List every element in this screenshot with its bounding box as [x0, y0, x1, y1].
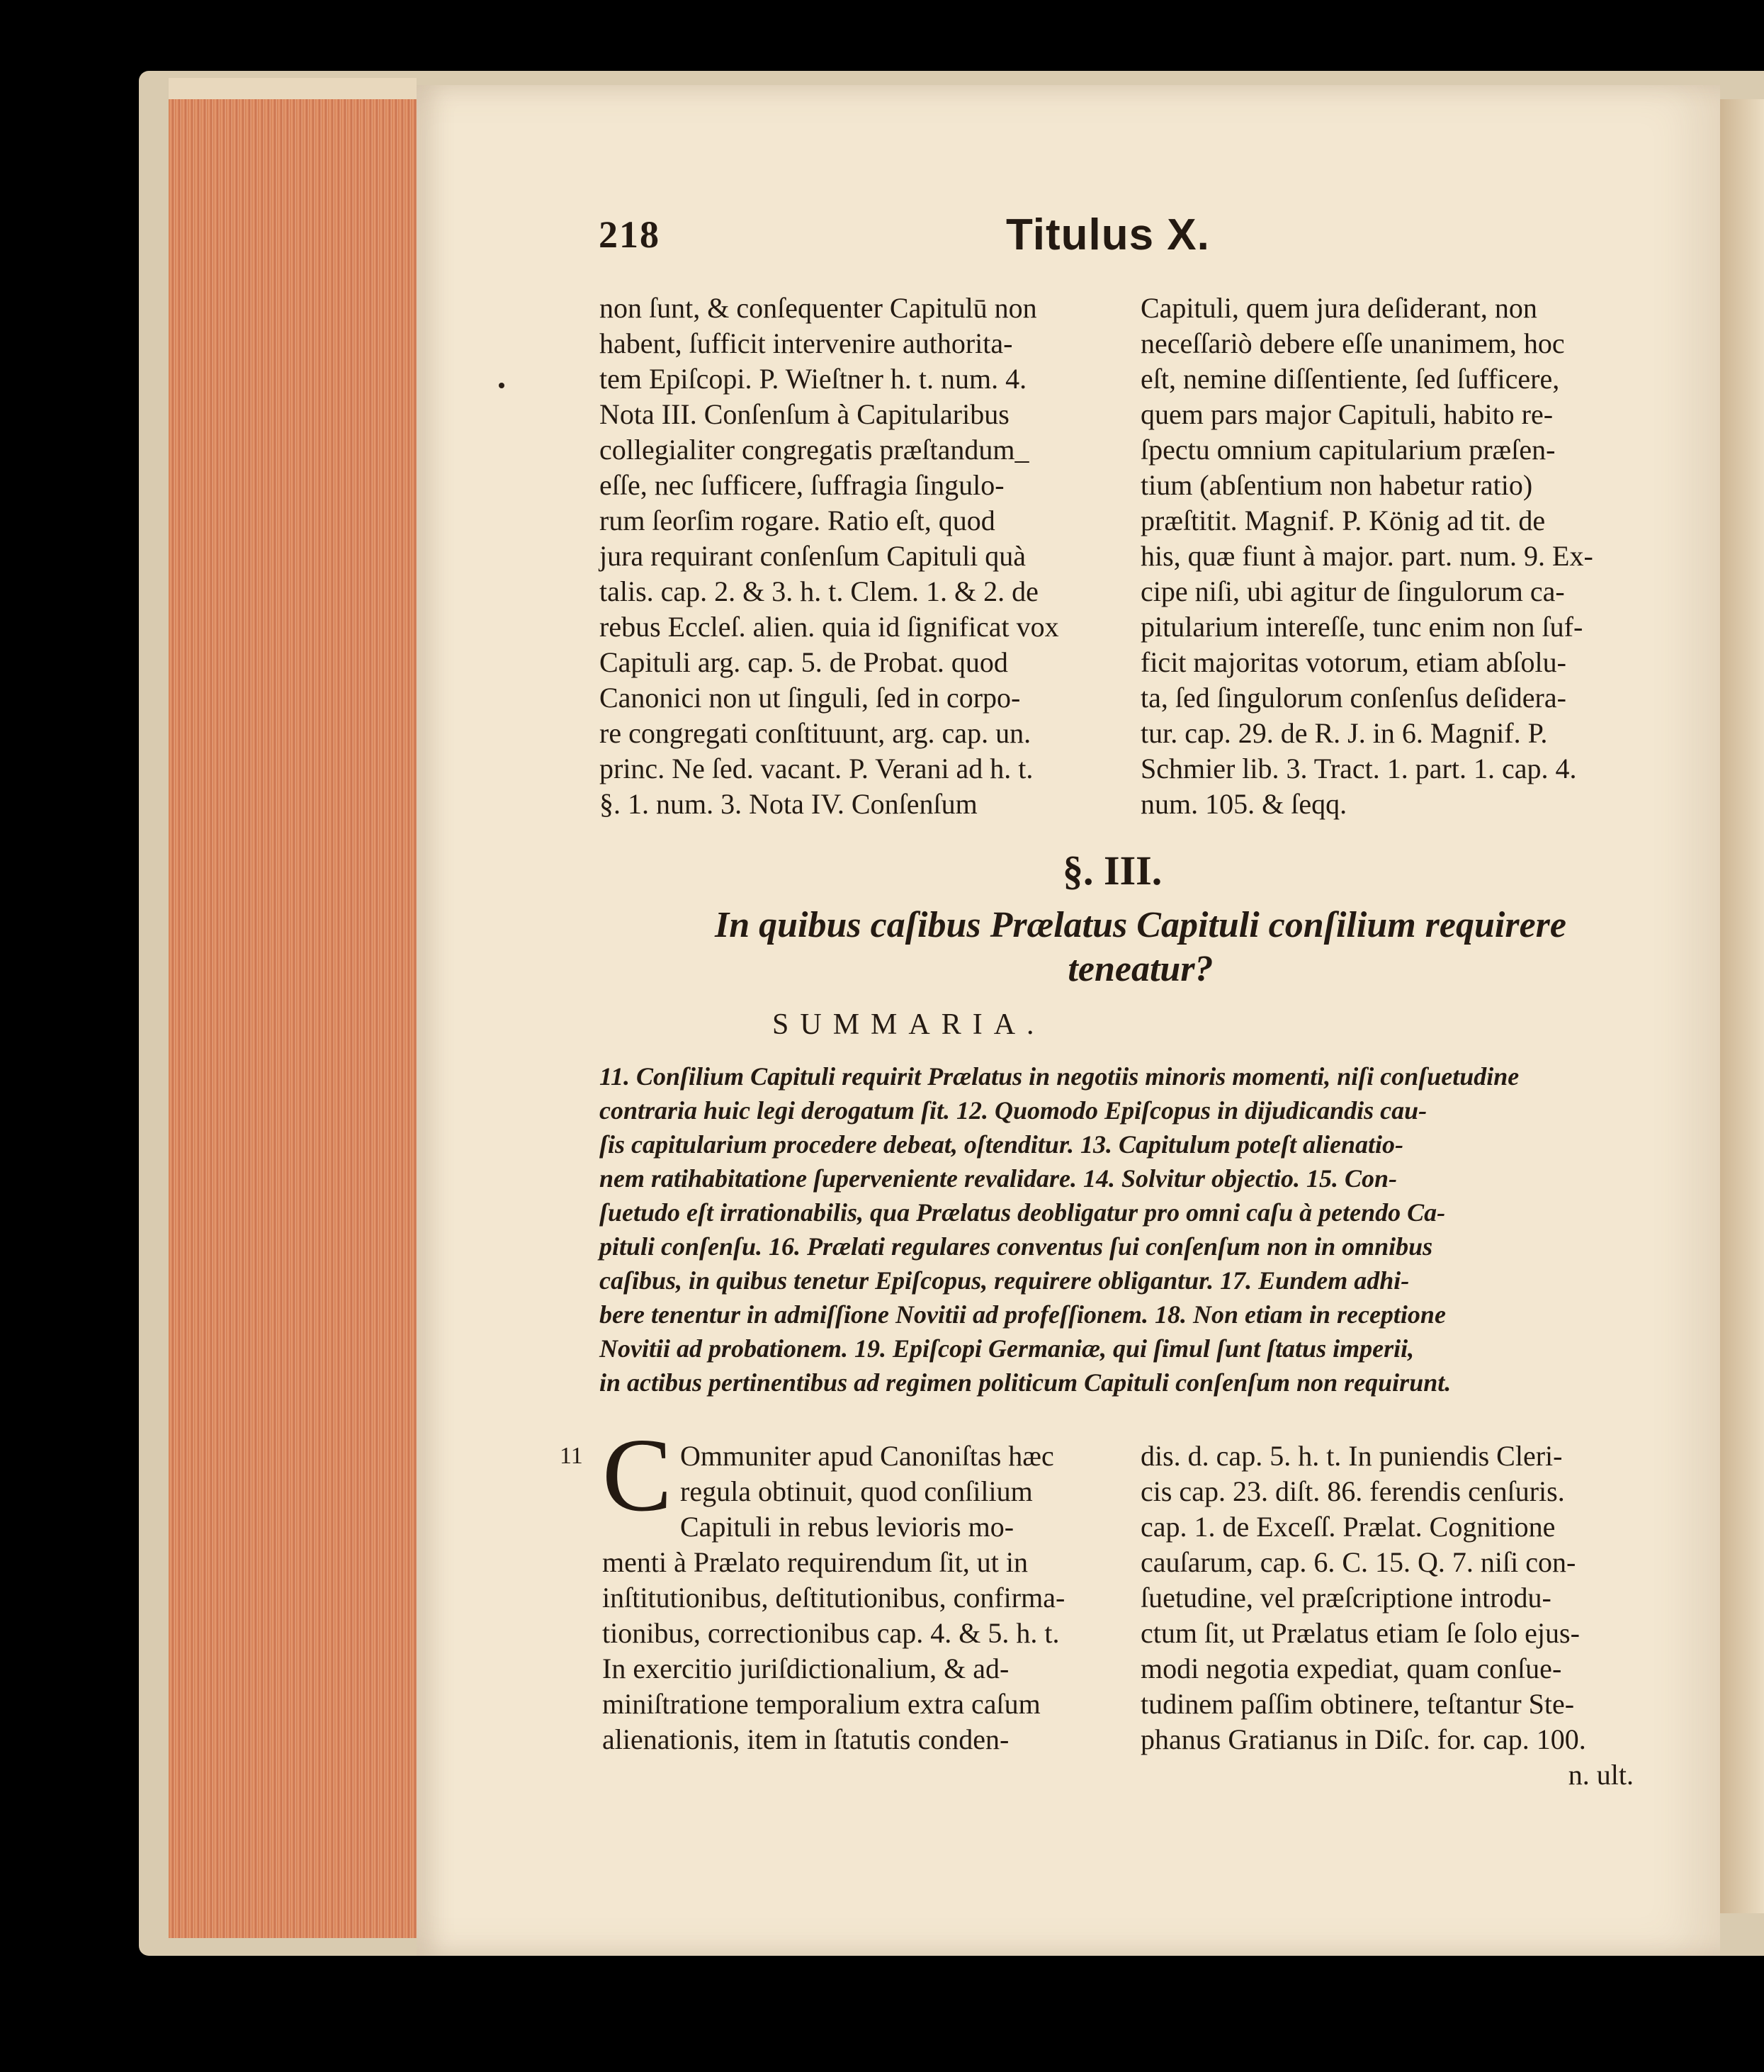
- summary-line: Novitii ad probationem. 19. Epiſcopi Germaniæ, qui ſimul ſunt ſtatus imperii,: [599, 1334, 1415, 1363]
- text-line: tem Epiſcopi. P. Wieſtner h. t. num. 4.: [599, 363, 1027, 395]
- page-number: 218: [599, 213, 660, 256]
- text-line: phanus Gratianus in Diſc. for. cap. 100.: [1141, 1723, 1586, 1755]
- text-line: In exercitio juriſdictionalium, & ad-: [602, 1652, 1010, 1684]
- text-line: jura requirant conſenſum Capituli quà: [599, 540, 1027, 572]
- top-left-column: [599, 291, 1059, 822]
- marginal-number: 11: [560, 1443, 583, 1469]
- ink-mark: [499, 383, 504, 388]
- text-line: re congregati conſtituunt, arg. cap. un.: [599, 717, 1031, 749]
- summary-line: bere tenentur in admiſſione Novitii ad profeſſionem. 18. Non etiam in receptione: [599, 1300, 1446, 1329]
- text-line: regula obtinuit, quod conſilium: [680, 1475, 1033, 1507]
- text-line: collegialiter congregatis præſtandum_: [599, 434, 1029, 466]
- text-line: pitularium intereſſe, tunc enim non ſuf-: [1141, 611, 1583, 643]
- text-line: præſtitit. Magnif. P. König ad tit. de: [1141, 505, 1546, 536]
- text-line: Capituli in rebus levioris mo-: [680, 1511, 1014, 1543]
- body-right-column: [1141, 1438, 1634, 1793]
- text-line: Nota III. Conſenſum à Capitularibus: [599, 398, 1010, 430]
- page-block-edge: [169, 99, 417, 1938]
- text-line: ctum ſit, ut Prælatus etiam ſe ſolo ejus-: [1141, 1617, 1580, 1649]
- text-line: Canonici non ut ſinguli, ſed in corpo-: [599, 682, 1021, 714]
- text-line: eſt, nemine diſſentiente, ſed ſufficere,: [1141, 363, 1560, 395]
- text-line: ficit majoritas votorum, etiam abſolu-: [1141, 646, 1566, 678]
- text-line: ta, ſed ſingulorum conſenſus deſidera-: [1141, 682, 1566, 714]
- summary-line: caſibus, in quibus tenetur Epiſcopus, requirere obligantur. 17. Eundem adhi-: [599, 1266, 1410, 1295]
- text-line: tium (abſentium non habetur ratio): [1141, 469, 1533, 501]
- text-line: eſſe, nec ſufficere, ſuffragia ſingulo-: [599, 469, 1005, 501]
- text-line: alienationis, item in ſtatutis conden-: [602, 1723, 1010, 1755]
- text-line: modi negotia expediat, quam conſue-: [1141, 1652, 1562, 1684]
- text-line: ſpectu omnium capitularium præſen-: [1141, 434, 1556, 466]
- section-question: [652, 903, 1629, 991]
- top-right-column: [1141, 291, 1593, 822]
- summary-line: ſis capitularium procedere debeat, oſtenditur. 13. Capitulum poteſt alienatio-: [599, 1130, 1404, 1159]
- text-line: talis. cap. 2. & 3. h. t. Clem. 1. & 2. de: [599, 575, 1039, 607]
- text-line: tur. cap. 29. de R. J. in 6. Magnif. P.: [1141, 717, 1548, 749]
- drop-cap: C: [602, 1417, 672, 1533]
- text-line: Capituli, quem jura deſiderant, non: [1141, 292, 1537, 324]
- text-line: princ. Ne ſed. vacant. P. Verani ad h. t.: [599, 753, 1034, 784]
- text-line: quem pars major Capituli, habito re-: [1141, 398, 1554, 430]
- facing-page-edge: [1720, 99, 1764, 1913]
- summary-line: in actibus pertinentibus ad regimen politicum Capituli conſenſum non requirunt.: [599, 1368, 1452, 1397]
- text-line: rum ſeorſim rogare. Ratio eſt, quod: [599, 505, 995, 536]
- body-left-column: [602, 1438, 1065, 1757]
- text-line: cis cap. 23. diſt. 86. ferendis cenſuris.: [1141, 1475, 1565, 1507]
- summaria-list: [599, 1059, 1519, 1400]
- text-line: habent, ſufficit intervenire authorita-: [599, 327, 1013, 359]
- text-line: his, quæ fiunt à major. part. num. 9. Ex-: [1141, 540, 1593, 572]
- summaria-heading: SUMMARIA.: [772, 1008, 1046, 1041]
- text-line: tionibus, correctionibus cap. 4. & 5. h. t.: [602, 1617, 1060, 1649]
- text-line: miniſtratione temporalium extra caſum: [602, 1688, 1041, 1720]
- text-line: n. ult.: [1568, 1759, 1634, 1791]
- text-line: Ommuniter apud Canoniſtas hæc: [680, 1440, 1054, 1472]
- text-line: inſtitutionibus, deſtitutionibus, confirma-: [602, 1582, 1065, 1614]
- text-line: ſuetudine, vel præſcriptione introdu-: [1141, 1582, 1551, 1614]
- running-title: Titulus X.: [1006, 210, 1210, 259]
- text-line: Schmier lib. 3. Tract. 1. part. 1. cap. 4.: [1141, 753, 1577, 784]
- text-line: Capituli arg. cap. 5. de Probat. quod: [599, 646, 1008, 678]
- section-number: §. III.: [1063, 848, 1163, 894]
- text-line: tudinem paſſim obtinere, teſtantur Ste-: [1141, 1688, 1575, 1720]
- text-line: non ſunt, & conſequenter Capitulū non: [599, 292, 1037, 324]
- question-line: In quibus caſibus Prælatus Capituli conſilium requirere: [714, 905, 1567, 945]
- text-line: menti à Prælato requirendum ſit, ut in: [602, 1546, 1029, 1578]
- text-line: cipe niſi, ubi agitur de ſingulorum ca-: [1141, 575, 1565, 607]
- text-line: dis. d. cap. 5. h. t. In puniendis Cleri-: [1141, 1440, 1563, 1472]
- text-line: cauſarum, cap. 6. C. 15. Q. 7. niſi con-: [1141, 1546, 1576, 1578]
- question-line: teneatur?: [1068, 949, 1214, 989]
- summary-line: 11. Conſilium Capituli requirit Prælatus in negotiis minoris momenti, niſi conſuetudine: [599, 1062, 1520, 1091]
- text-line: cap. 1. de Exceſſ. Prælat. Cognitione: [1141, 1511, 1556, 1543]
- summary-line: nem ratihabitatione ſuperveniente revalidare. 14. Solvitur objectio. 15. Con-: [599, 1164, 1397, 1193]
- text-line: num. 105. & ſeqq.: [1141, 788, 1347, 820]
- page-block-top: [169, 78, 417, 99]
- text-line: rebus Eccleſ. alien. quia id ſignificat vox: [599, 611, 1059, 643]
- summary-line: ſuetudo eſt irrationabilis, qua Prælatus deobligatur pro omni caſu à petendo Ca-: [599, 1198, 1446, 1227]
- summary-line: contraria huic legi derogatum ſit. 12. Quomodo Epiſcopus in dijudicandis cau-: [599, 1096, 1427, 1125]
- summary-line: pituli conſenſu. 16. Prælati regulares conventus ſui conſenſum non in omnibus: [599, 1232, 1433, 1261]
- text-line: neceſſariò debere eſſe unanimem, hoc: [1141, 327, 1565, 359]
- text-line: §. 1. num. 3. Nota IV. Conſenſum: [599, 788, 978, 820]
